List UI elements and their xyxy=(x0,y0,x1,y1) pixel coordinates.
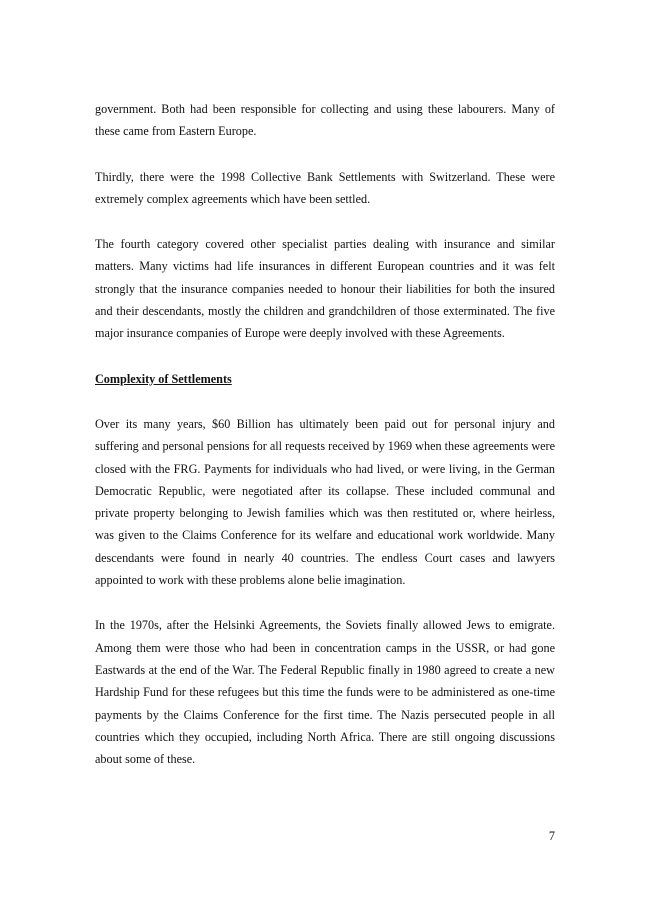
paragraph-gap xyxy=(95,345,555,368)
paragraph-payments: Over its many years, $60 Billion has ultimately been paid out for personal injury and suffering and personal pensions for all requests received by 1969 when these agreements were closed with the FRG. Payments for individuals who had lived, or were living, in the German Democratic Republic, were negotiated after its collapse. These included communal and private property belonging to Jewish families which was then restituted or, where heirless, was given to the Claims Conference for its welfare and educational work worldwide. Many descendants were found in nearly 40 countries. The endless Court cases and lawyers appointed to work with these problems alone belie imagination. xyxy=(95,416,555,588)
paragraph-gap xyxy=(95,591,555,614)
paragraph-1970s: In the 1970s, after the Helsinki Agreements, the Soviets finally allowed Jews to emigrate. Among them were those who had been in concentration camps in the USSR, or had gone Eastwards at the end of the War. The Federal Republic finally in 1980 agreed to create a new Hardship Fund for these refugees but this time the funds were to be administered as one-time payments by the Claims Conference for the first time. The Nazis persecuted people in all countries which they occupied, including North Africa. There are still ongoing discussions about some of these. xyxy=(95,618,555,767)
page-number: 7 xyxy=(548,829,555,843)
paragraph-bank-settlements: Thirdly, there were the 1998 Collective Bank Settlements with Switzerland. These were extremely complex agreements which have been settled. xyxy=(95,169,555,206)
document-body xyxy=(95,98,555,770)
section-heading: Complexity of Settlements xyxy=(95,371,232,386)
paragraph-gap xyxy=(95,210,555,233)
paragraph-labourers: government. Both had been responsible for collecting and using these labourers. Many of these came from Eastern Europe. xyxy=(95,102,555,139)
paragraph-gap xyxy=(95,143,555,166)
paragraph-gap xyxy=(95,390,555,413)
paragraph-insurance: The fourth category covered other specialist parties dealing with insurance and similar matters. Many victims had life insurances in different European countries and it was felt strongly that the insurance companies needed to honour their liabilities for both the insured and their descendants, mostly the children and grandchildren of those exterminated. The five major insurance companies of Europe were deeply involved with these Agreements. xyxy=(95,237,555,341)
